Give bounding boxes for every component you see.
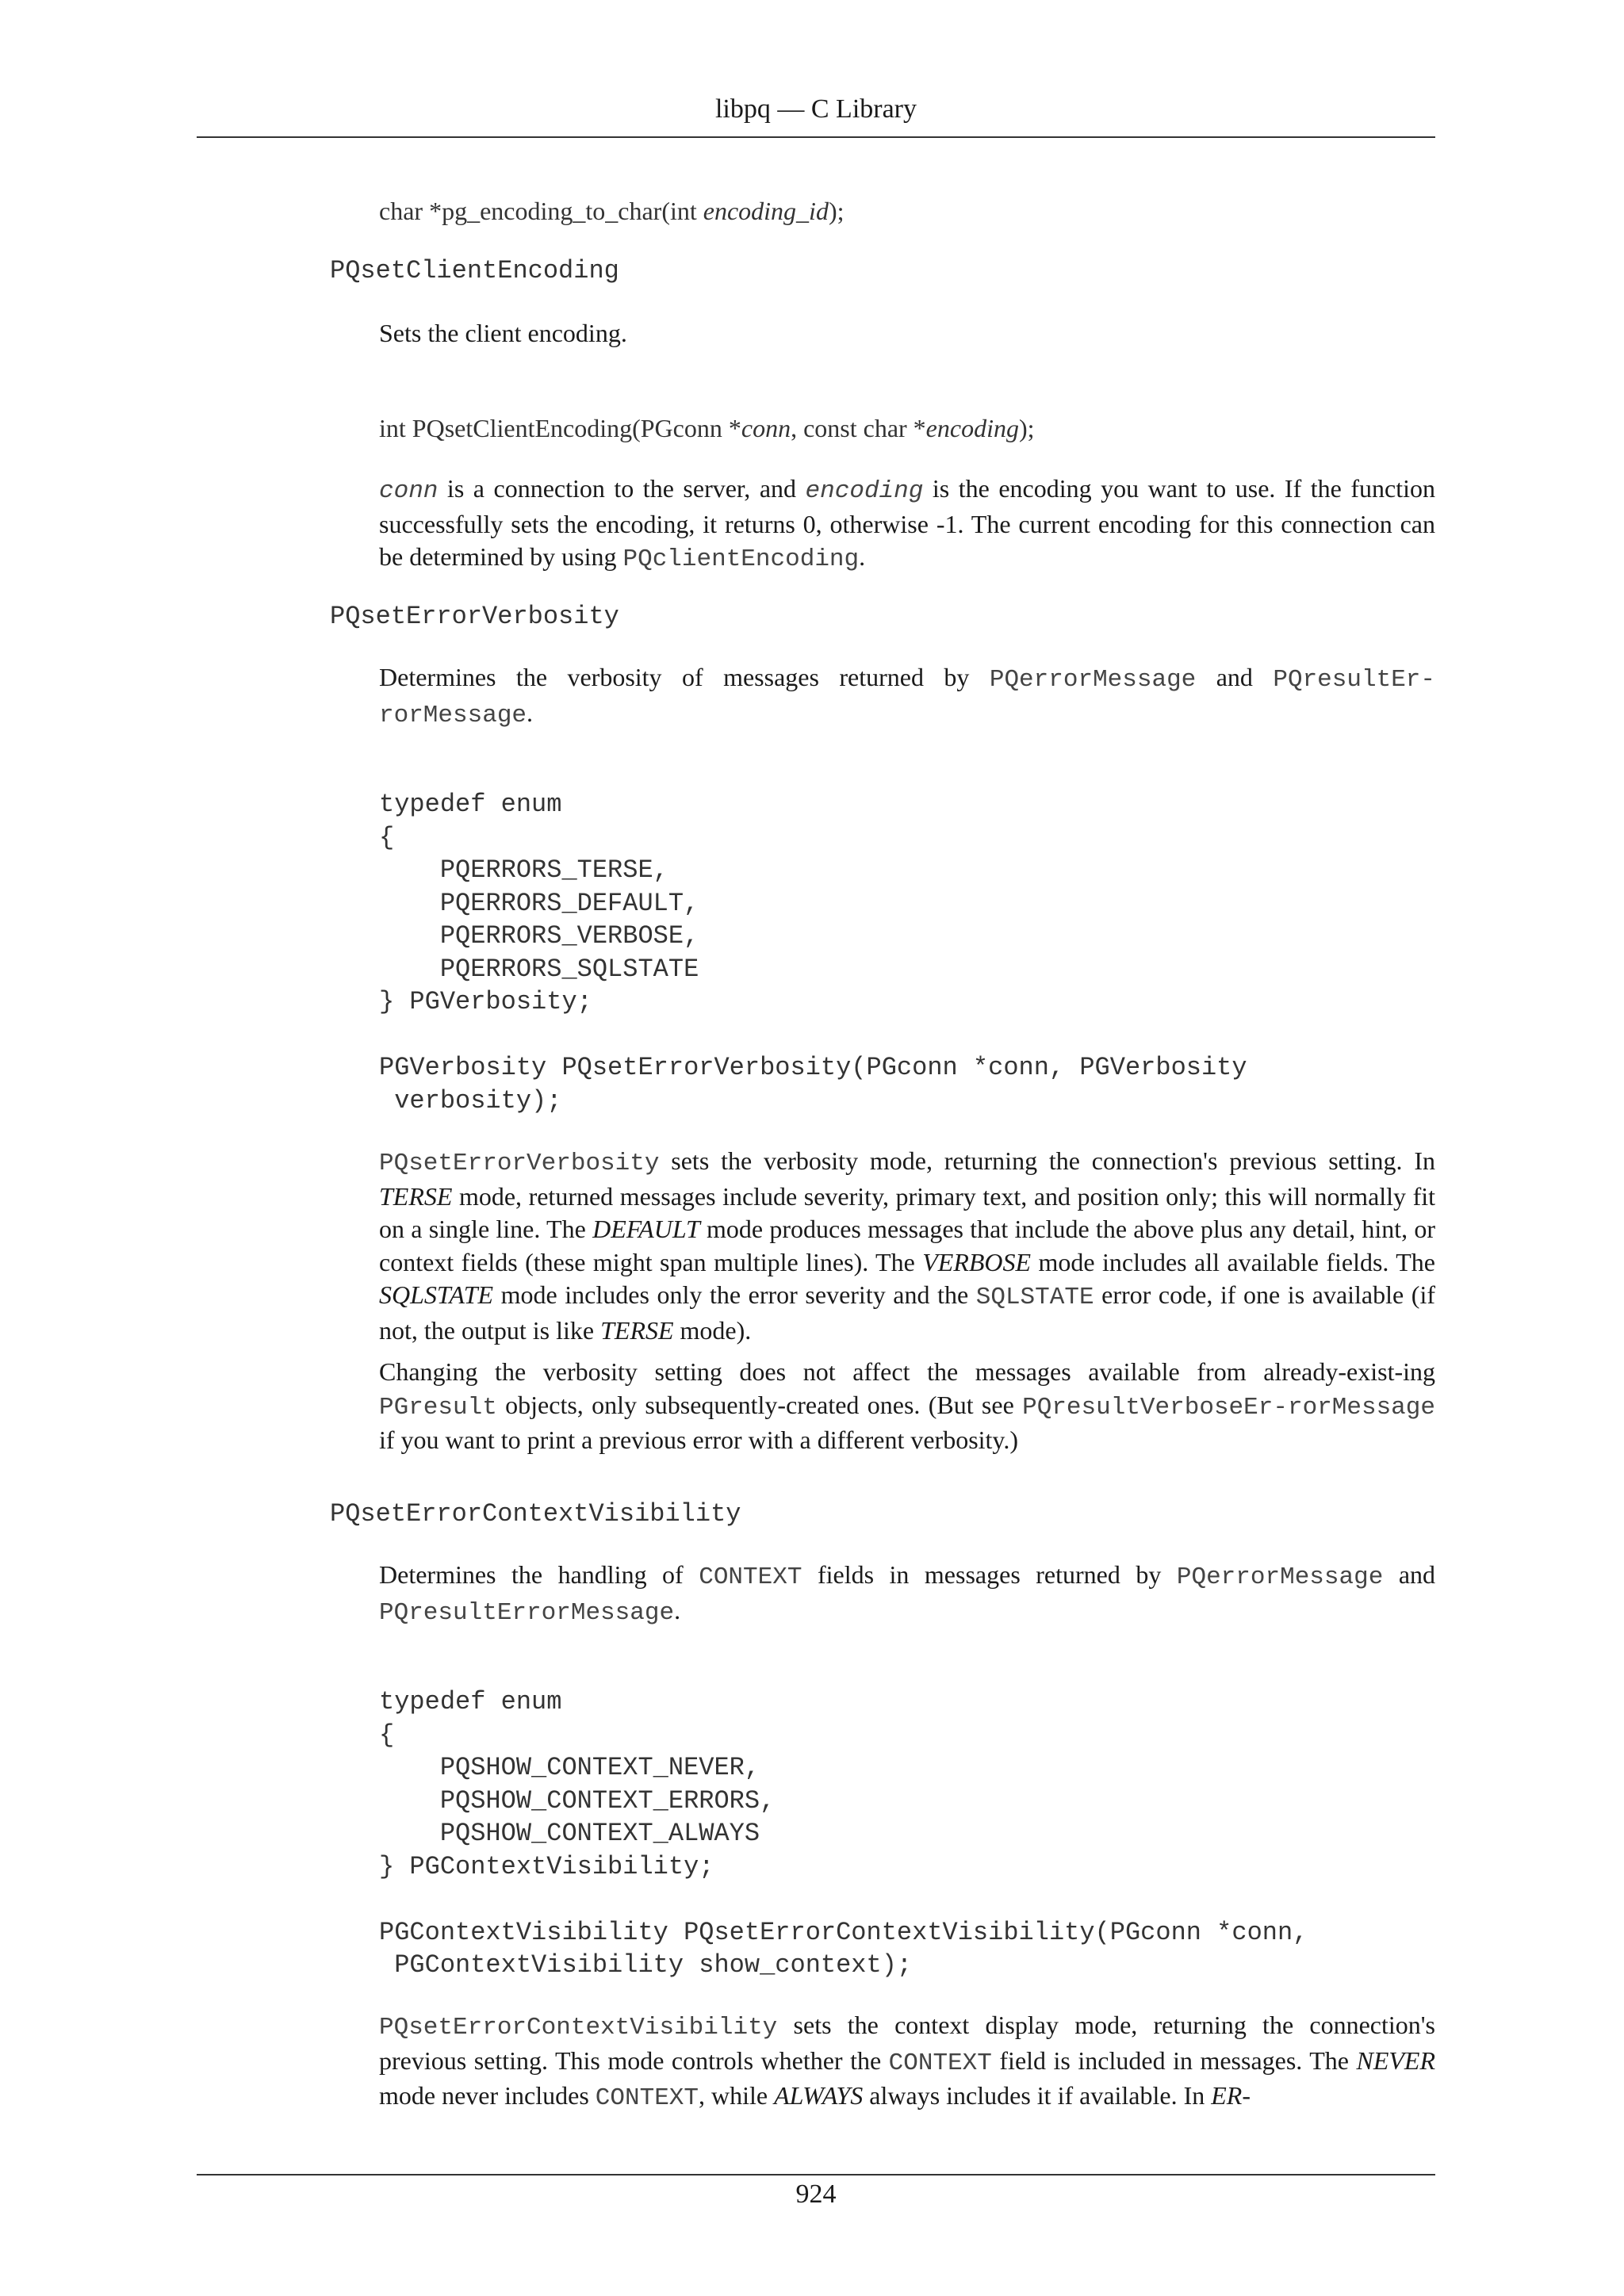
text: is a connection to the server, and	[438, 474, 806, 503]
term-pqseterrorcontextvisibility: PQsetErrorContextVisibility	[330, 1499, 741, 1529]
text: mode includes all available fields. The	[1031, 1247, 1436, 1276]
text: .	[859, 542, 866, 571]
text: if you want to print a previous error with a different verbosity.)	[379, 1425, 1018, 1454]
text: error code, if one is available (if not, the output is like	[379, 1280, 1436, 1345]
text: sets the context display mode, returning the connection's previous setting. This mode controls whether the	[379, 2011, 1435, 2075]
header-rule	[197, 136, 1435, 138]
inline-code: PQresultErrorMessage	[379, 1598, 675, 1627]
inline-code: PQerrorMessage	[1176, 1563, 1384, 1591]
text: mode produces messages that include the above plus any detail, hint, or context fields (these might span multiple lines). The	[379, 1215, 1436, 1276]
text: mode, returned messages include severity, primary text, and position only; this will normally fit on a single line. The	[379, 1181, 1435, 1243]
text: mode never includes	[379, 2081, 596, 2110]
code-text: , const char *	[791, 414, 926, 442]
para-pqseterrorverbosity-changing	[379, 1356, 1435, 1457]
para-pqsetclientencoding	[379, 473, 1435, 576]
code-param: encoding_id	[703, 197, 829, 225]
inline-code: PQresultEr-rorMessage	[379, 666, 1436, 729]
inline-code: CONTEXT	[699, 1563, 802, 1591]
desc-pqseterrorverbosity	[379, 661, 1435, 732]
text: Determines the handling of	[379, 1560, 699, 1589]
inline-code: CONTEXT	[595, 2084, 699, 2112]
text: field is included in messages. The	[991, 2045, 1357, 2075]
text: , while	[699, 2081, 775, 2110]
text: is the encoding you want to use. If the function successfully sets the encoding, it returns 0, otherwise -1. The current encoding for this connection can be determined by using	[379, 474, 1436, 571]
inline-code: PQerrorMessage	[989, 666, 1197, 694]
code-pg-encoding-to-char	[379, 195, 844, 228]
code-param: conn	[741, 414, 791, 442]
running-header: libpq — C Library	[714, 94, 917, 124]
text: fields in messages returned by	[802, 1560, 1177, 1589]
emphasis: TERSE	[600, 1315, 674, 1345]
emphasis: DEFAULT	[592, 1215, 700, 1243]
inline-code: PQclientEncoding	[622, 545, 860, 573]
text: Changing the verbosity setting does not affect the messages available from already-exist-ing	[379, 1357, 1435, 1386]
text: sets the verbosity mode, returning the connection's previous setting. In	[659, 1146, 1435, 1175]
text: mode).	[673, 1315, 752, 1345]
inline-code: PQsetErrorContextVisibility	[379, 2014, 778, 2042]
para-pqseterrorcontextvisibility	[379, 2009, 1435, 2115]
text: and	[1383, 1560, 1436, 1589]
emphasis: SQLSTATE	[379, 1280, 494, 1309]
emphasis: ALWAYS	[774, 2081, 864, 2110]
inline-code: PQresultVerboseEr-rorMessage	[1022, 1393, 1435, 1422]
desc-pqsetclientencoding: Sets the client encoding.	[379, 319, 627, 347]
emphasis: TERSE	[379, 1181, 453, 1211]
code-pgverbosity: typedef enum { PQERRORS_TERSE, PQERRORS_DEFAULT, PQERRORS_VERBOSE, PQERRORS_SQLSTATE } PGVerbosity; PGVerbosity PQsetErrorVerbosity(PGconn *conn, PGVerbosity verbosity);	[379, 790, 1247, 1115]
text: .	[527, 698, 534, 727]
text: objects, only subsequently-created ones. (But see	[496, 1390, 1023, 1419]
emphasis: NEVER	[1356, 2045, 1436, 2075]
code-param: encoding	[925, 414, 1019, 442]
text: always includes it if available. In	[863, 2081, 1212, 2110]
term-pqsetclientencoding: PQsetClientEncoding	[330, 256, 619, 285]
text: Determines the verbosity of messages returned by	[379, 663, 990, 691]
inline-code: encoding	[805, 477, 924, 505]
code-text: int PQsetClientEncoding(PGconn *	[379, 414, 741, 442]
code-text: );	[1018, 414, 1035, 442]
inline-code: SQLSTATE	[975, 1284, 1094, 1311]
desc-pqseterrorcontextvisibility	[379, 1559, 1435, 1629]
term-pqseterrorverbosity: PQsetErrorVerbosity	[330, 602, 619, 631]
para-pqseterrorverbosity-modes	[379, 1145, 1435, 1347]
inline-code: PQsetErrorVerbosity	[379, 1150, 660, 1177]
text: and	[1196, 663, 1274, 691]
code-pgcontextvisibility: typedef enum { PQSHOW_CONTEXT_NEVER, PQSHOW_CONTEXT_ERRORS, PQSHOW_CONTEXT_ALWAYS } PGContextVisibility; PGContextVisibility PQsetErrorContextVisibility(PGconn *conn, PGContextVisibility show_context);	[379, 1687, 1308, 1980]
inline-code: PGresult	[379, 1393, 497, 1422]
emphasis: ER-	[1211, 2081, 1251, 2110]
inline-code: conn	[379, 477, 439, 505]
code-text: char *pg_encoding_to_char(int	[379, 197, 703, 225]
footer-rule	[197, 2174, 1435, 2175]
inline-code: CONTEXT	[888, 2049, 992, 2077]
emphasis: VERBOSE	[922, 1247, 1032, 1276]
code-pqsetclientencoding-signature	[379, 412, 1035, 446]
page-number: 924	[795, 2179, 837, 2209]
code-text: );	[828, 197, 845, 225]
text: mode includes only the error severity and the	[493, 1280, 976, 1309]
text: .	[674, 1595, 681, 1624]
